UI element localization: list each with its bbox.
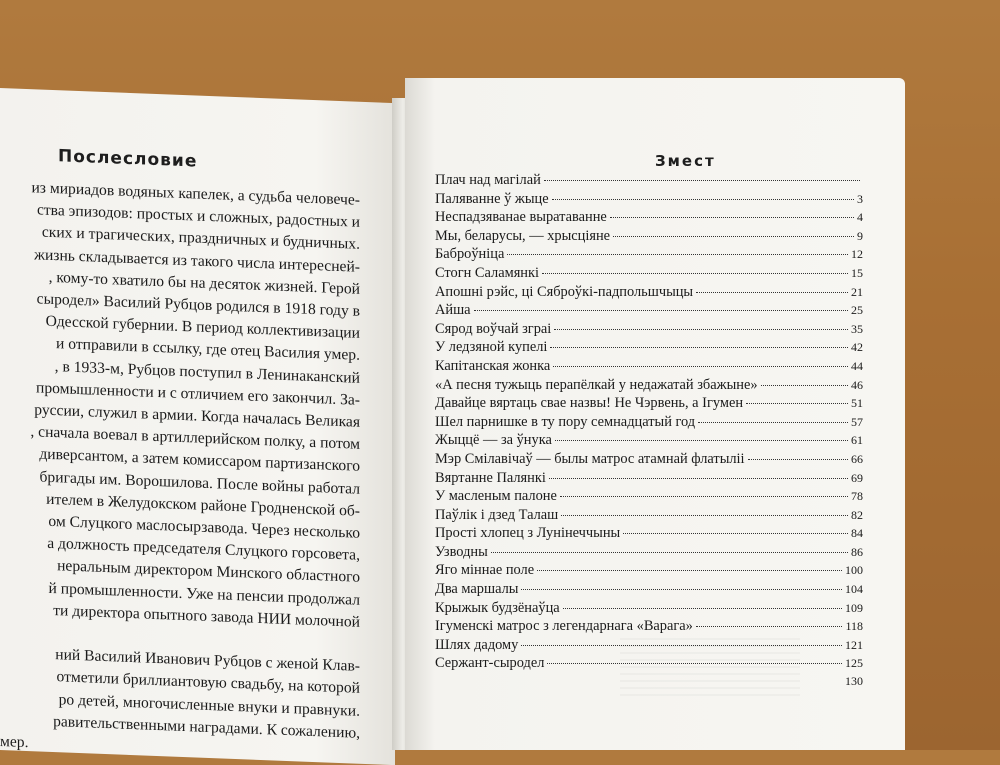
toc-entry-title: Паляванне ў жыце (435, 190, 549, 207)
toc-entry-title: Давайце вяртаць свае назвы! Не Чэрвень, а Ігумен (435, 395, 744, 412)
toc-entry-title: Вяртанне Палянкі (435, 469, 546, 486)
toc-entry-page: 69 (851, 470, 863, 485)
text-line: мер. (0, 733, 29, 752)
text-line: , в 1933-м, Рубцов поступил в Ленинаканский (54, 357, 360, 387)
toc-entry-page: 130 (845, 674, 863, 689)
toc-entry-page: 57 (851, 414, 863, 429)
toc-entry-page: 66 (851, 451, 863, 466)
toc-entry-title: Сержант-сыродел (435, 655, 545, 672)
text-line: а должность председателя Слуцкого горсовета, (47, 535, 360, 565)
text-line: из мириадов водяных капелек, а судьба человече- (31, 179, 360, 209)
toc-entry (435, 284, 863, 303)
text-line: отметили бриллиантовую свадьбу, на которой (56, 668, 360, 698)
toc-entry-title: У ледзяной купелі (435, 339, 548, 356)
toc-entry-page: 61 (851, 433, 863, 448)
toc-entry-page: 4 (857, 210, 863, 225)
toc-entry-title: Плач над магілай (435, 172, 541, 188)
toc-entry (435, 488, 863, 507)
toc-entry-title: Паўлік і дзед Талаш (435, 506, 559, 523)
open-book (0, 78, 905, 750)
show-through-text (620, 638, 800, 698)
toc-entry (435, 507, 863, 526)
toc-leader-dots (746, 403, 848, 404)
toc-leader-dots (549, 478, 848, 479)
toc-entry-title: Крыжык будзёнаўца (435, 599, 560, 616)
toc-entry (435, 562, 863, 581)
toc-entry-title: Сярод воўчай зграі (435, 320, 552, 337)
toc-entry-title: Мэр Смілавічаў — былы матрос атамнай флатыліі (435, 450, 745, 467)
toc-entry (435, 228, 863, 247)
toc-entry-title: Баброўніца (435, 246, 505, 263)
text-line: промышленности и с отличием его закончил. За- (36, 379, 360, 409)
text-line: ских и трагических, праздничных и будничных. (41, 224, 360, 254)
toc-entry (435, 172, 863, 191)
toc-entry (435, 246, 863, 265)
table-of-contents (435, 172, 863, 693)
toc-entry-page: 3 (857, 191, 863, 206)
toc-entry (435, 618, 863, 637)
toc-entry (435, 339, 863, 358)
left-page (0, 88, 395, 765)
toc-leader-dots (550, 347, 848, 348)
toc-leader-dots (696, 292, 848, 293)
toc-entry-title: Два маршалы (435, 581, 519, 598)
toc-leader-dots (748, 459, 848, 460)
toc-leader-dots (553, 366, 848, 367)
toc-leader-dots (552, 199, 854, 200)
toc-entry-title: Ігуменскі матрос з легендарнага «Варага» (435, 618, 693, 635)
toc-leader-dots (698, 422, 848, 423)
text-line: ства эпизодов: простых и сложных, радостных и (36, 201, 360, 232)
toc-leader-dots (610, 217, 854, 218)
text-line: Одесской губернии. В период коллективизации (45, 312, 360, 343)
toc-entry (435, 395, 863, 414)
toc-entry-page: 109 (845, 600, 863, 615)
toc-entry-page: 51 (851, 396, 863, 411)
toc-entry-title: Мы, беларусы, — хрысціяне (435, 227, 611, 244)
text-line: ний Василий Иванович Рубцов с женой Клав- (55, 646, 360, 676)
toc-entry-page: 42 (851, 340, 863, 355)
afterword-text (0, 176, 360, 765)
toc-entry-page: 86 (851, 544, 863, 559)
text-line: ро детей, многочисленные внуки и правнуки. (58, 690, 360, 720)
toc-entry (435, 209, 863, 228)
toc-entry (435, 451, 863, 470)
toc-entry (435, 191, 863, 210)
toc-entry-title: Шел парнишке в ту пору семнадцатый год (435, 413, 696, 430)
text-line: ом Слуцкого маслосырзавода. Через несколько (48, 512, 360, 542)
toc-entry-title: Жыццё — за ўнука (435, 432, 552, 449)
toc-entry (435, 321, 863, 340)
text-line: сыродел» Василий Рубцов родился в 1918 году в (36, 290, 360, 320)
toc-leader-dots (537, 570, 842, 571)
toc-entry (435, 525, 863, 544)
toc-entry-title: Апошні рэйс, ці Сяброўкі-падпольшчыцы (435, 283, 694, 300)
toc-entry (435, 265, 863, 284)
toc-entry (435, 470, 863, 489)
text-line: равительственными наградами. К сожалению, (53, 712, 360, 742)
toc-entry-title: Шлях дадому (435, 636, 519, 653)
toc-entry-title: Неспадзяванае выратаванне (435, 209, 607, 226)
toc-entry-page: 15 (851, 265, 863, 280)
toc-entry-page: 12 (851, 247, 863, 262)
toc-entry-page: 84 (851, 526, 863, 541)
toc-entry-page: 46 (851, 377, 863, 392)
toc-leader-dots (555, 440, 848, 441)
toc-entry-page: 25 (851, 303, 863, 318)
contents-title: Змест (655, 152, 716, 170)
text-line: руссии, служил в армии. Когда началась Великая (34, 401, 360, 431)
text-line: , кому-то хватило бы на десяток жизней. Герой (48, 268, 360, 298)
toc-leader-dots (474, 310, 848, 311)
text-line: ителем в Желудокском районе Гродненской об- (46, 490, 360, 520)
toc-entry-page: 21 (851, 284, 863, 299)
toc-leader-dots (521, 589, 842, 590)
toc-entry-page: 44 (851, 358, 863, 373)
toc-leader-dots (696, 626, 843, 627)
toc-entry-title: Стогн Саламянкі (435, 264, 540, 281)
toc-leader-dots (542, 273, 848, 274)
toc-entry-title: «А песня тужыць перапёлкай у недажатай збажыне» (435, 376, 758, 393)
toc-leader-dots (613, 236, 854, 237)
toc-entry-page: 125 (845, 656, 863, 671)
toc-entry (435, 600, 863, 619)
afterword-title: Послесловие (58, 146, 198, 172)
toc-leader-dots (761, 385, 848, 386)
toc-entry-page: 104 (845, 582, 863, 597)
text-line: бригады им. Ворошилова. После войны работал (39, 468, 360, 498)
toc-entry-page: 35 (851, 321, 863, 336)
toc-leader-dots (491, 552, 848, 553)
toc-entry-title: Прості хлопец з Лунінеччыны (435, 525, 621, 542)
text-line: ти директора опытного завода НИИ молочной (53, 601, 360, 631)
toc-entry-page: 78 (851, 489, 863, 504)
toc-entry-page: 118 (845, 619, 863, 634)
toc-entry-page: 82 (851, 507, 863, 522)
toc-entry (435, 414, 863, 433)
toc-entry-title: Яго міннае поле (435, 562, 535, 579)
toc-leader-dots (560, 496, 848, 497)
toc-entry-title: Капітанская жонка (435, 357, 551, 374)
toc-entry-page: 100 (845, 563, 863, 578)
toc-entry-title: Узводны (435, 543, 488, 560)
toc-entry (435, 581, 863, 600)
toc-leader-dots (554, 329, 848, 330)
toc-leader-dots (623, 533, 848, 534)
text-line: жизнь складывается из такого числа интересней- (34, 245, 360, 276)
text-line: неральным директором Минского областного (57, 557, 360, 587)
toc-leader-dots (507, 254, 848, 255)
toc-entry-page: 121 (845, 637, 863, 652)
toc-leader-dots (561, 515, 848, 516)
toc-entry (435, 358, 863, 377)
toc-entry-page: 9 (857, 228, 863, 243)
toc-entry (435, 432, 863, 451)
toc-entry (435, 377, 863, 396)
text-line: , сначала воевал в артиллерийском полку, а потом (30, 423, 360, 454)
toc-entry (435, 302, 863, 321)
right-page (405, 78, 905, 750)
toc-entry (435, 544, 863, 563)
toc-entry-title: У масленым палоне (435, 488, 557, 505)
text-line: и отправили в ссылку, где отец Василия умер. (55, 335, 360, 365)
text-line: диверсантом, а затем комиссаром партизанского (39, 445, 360, 476)
toc-leader-dots (563, 608, 842, 609)
toc-entry-title: Айша (435, 302, 471, 319)
text-line: й промышленности. Уже на пенсии продолжал (48, 579, 360, 609)
toc-leader-dots (544, 180, 860, 181)
